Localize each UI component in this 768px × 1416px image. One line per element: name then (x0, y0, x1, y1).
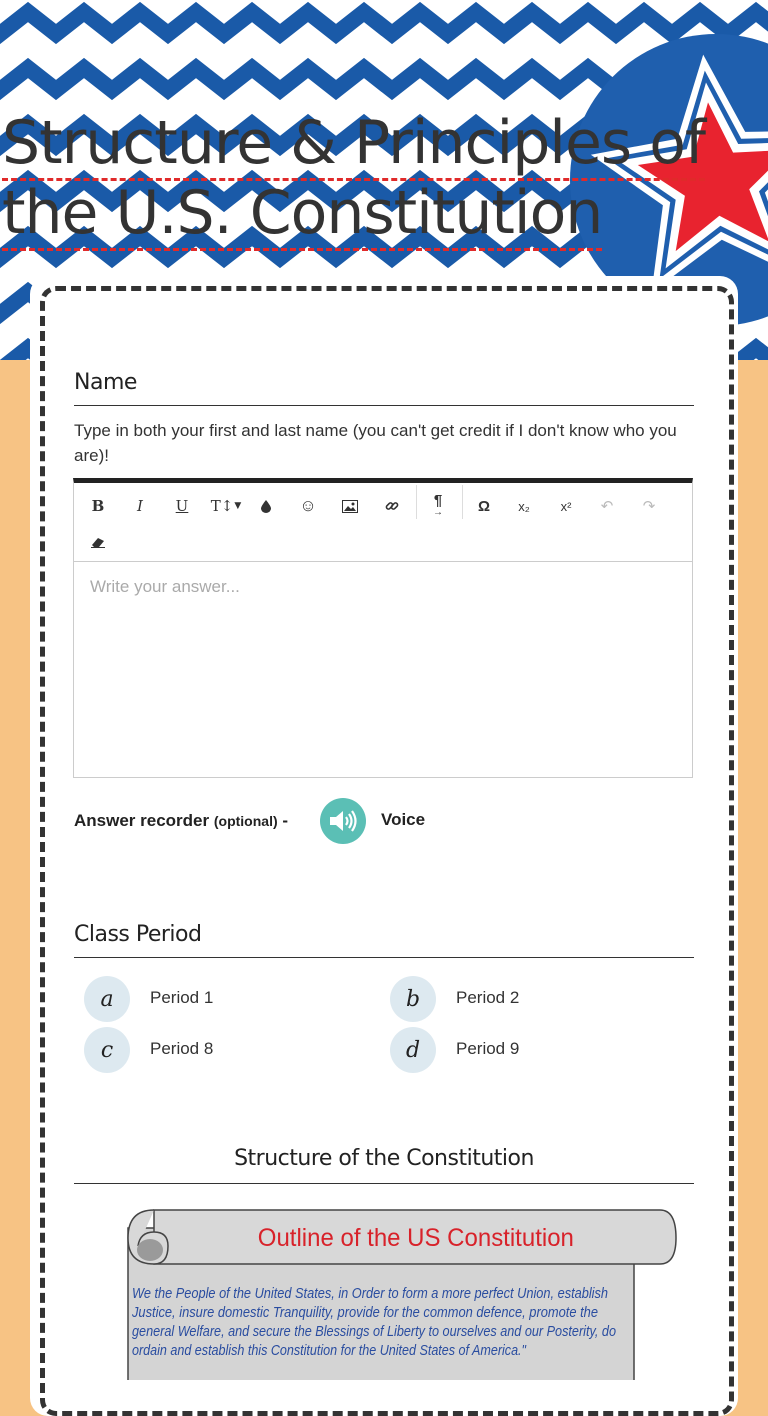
image-icon[interactable] (335, 491, 365, 521)
text-size-icon[interactable] (209, 491, 243, 521)
option-period-8[interactable] (84, 1027, 284, 1073)
scroll-line: We the People of the United States, in Order to form a more perfect Union, establish (132, 1285, 608, 1302)
question-heading-class-period: Class Period (74, 922, 694, 958)
scroll-line: ordain and establish this Constitution for the United States of America." (132, 1342, 527, 1359)
constitution-outline-image (124, 1206, 680, 1380)
recorder-dash: - (282, 811, 289, 830)
option-label: Period 9 (456, 1039, 520, 1058)
text-size-glyph: T↕ (210, 497, 234, 515)
recorder-text: Answer recorder (74, 811, 210, 830)
option-period-2[interactable] (390, 976, 590, 1022)
emoji-icon[interactable]: ☺ (299, 496, 317, 515)
scroll-line: Justice, insure domestic Tranquility, provide for the common defence, promote the (131, 1304, 598, 1321)
special-char-icon[interactable]: Ω (477, 497, 491, 515)
scroll-heading: Outline of the US Constitution (257, 1224, 574, 1253)
answer-placeholder: Write your answer... (90, 577, 240, 596)
option-letter: b (390, 976, 436, 1022)
underline-icon[interactable]: U (175, 497, 189, 515)
bold-icon[interactable]: B (91, 497, 105, 515)
option-label: Period 1 (150, 988, 214, 1007)
option-period-9[interactable] (390, 1027, 590, 1073)
question-prompt-name: Type in both your first and last name (you can't get credit if I don't know who you are)! (74, 421, 677, 465)
eraser-icon[interactable] (83, 527, 113, 557)
superscript-icon[interactable]: x² (560, 498, 572, 514)
answer-textarea[interactable] (74, 561, 692, 777)
page-title: Structure & Principles of the U.S. Constitution (2, 108, 762, 248)
editor-toolbar (74, 483, 692, 562)
option-letter: d (390, 1027, 436, 1073)
toolbar-divider (416, 485, 417, 519)
recorder-optional: (optional) (213, 813, 278, 829)
link-glyph (385, 499, 399, 513)
undo-icon[interactable]: ↶ (600, 498, 614, 515)
arrow-right-icon: → (433, 507, 443, 518)
option-label: Period 8 (150, 1039, 214, 1058)
question-heading-name: Name (74, 370, 694, 406)
image-glyph (342, 500, 358, 513)
option-letter: c (84, 1027, 130, 1073)
speaker-icon (328, 808, 358, 834)
voice-label[interactable]: Voice (381, 810, 426, 829)
option-period-1[interactable] (84, 976, 284, 1022)
option-label: Period 2 (456, 988, 520, 1007)
section-title: Structure of the Constitution (74, 1146, 694, 1184)
scroll-line: general Welfare, and secure the Blessings of Liberty to ourselves and our Posterity, do (132, 1323, 616, 1340)
link-icon[interactable] (377, 491, 407, 521)
paragraph-glyph: ¶ (433, 492, 443, 509)
paragraph-direction-icon[interactable] (423, 491, 453, 521)
drop-glyph (260, 499, 272, 513)
eraser-glyph (91, 536, 105, 548)
voice-record-button[interactable] (320, 798, 366, 844)
chevron-down-icon: ▼ (234, 501, 242, 511)
italic-icon[interactable]: I (137, 497, 143, 515)
rich-text-editor (73, 478, 693, 778)
subscript-icon[interactable]: x₂ (518, 498, 530, 514)
answer-recorder-label (74, 811, 288, 831)
option-letter: a (84, 976, 130, 1022)
color-drop-icon[interactable] (251, 491, 281, 521)
redo-icon[interactable]: ↷ (642, 498, 656, 515)
toolbar-divider (462, 485, 463, 519)
